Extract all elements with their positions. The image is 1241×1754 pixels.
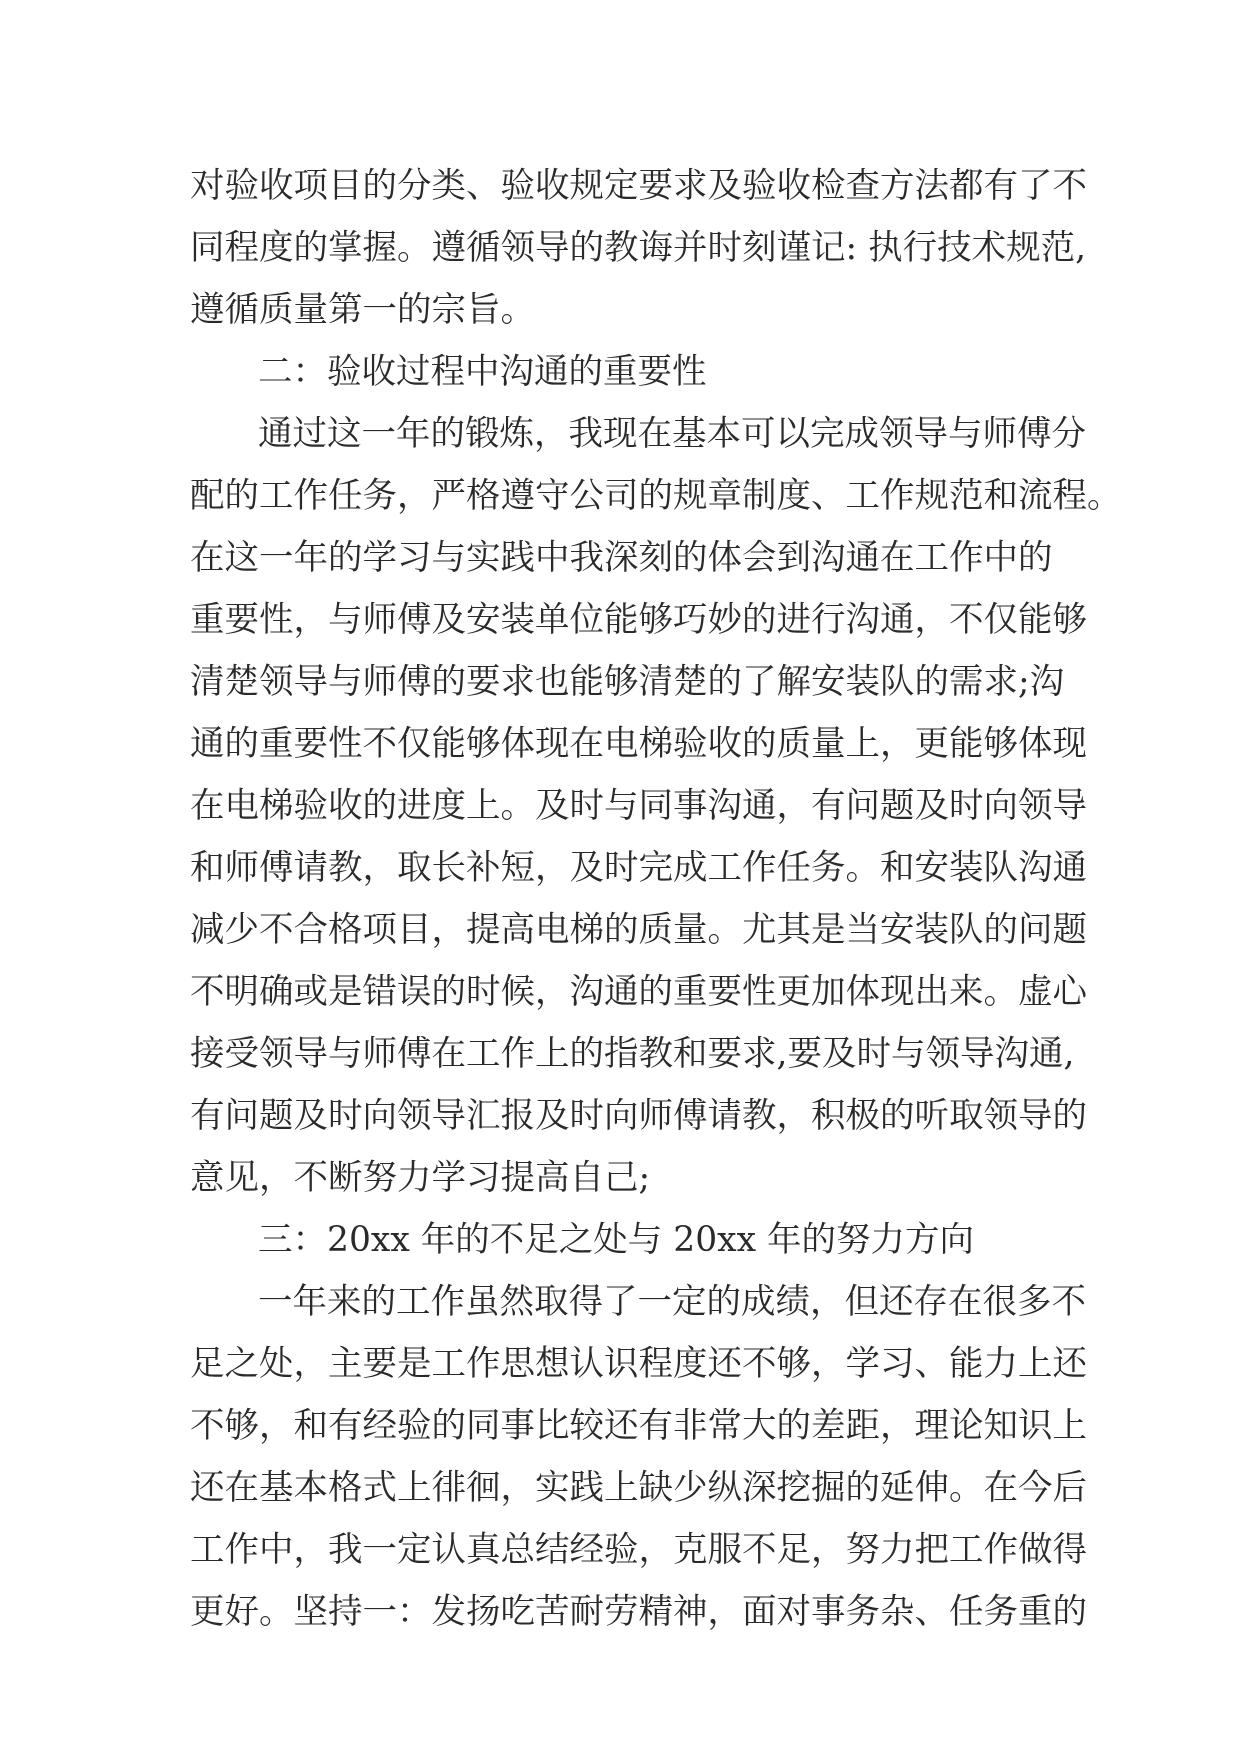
text-line: 意见，不断努力学习提高自己; [190,1158,651,1198]
text-line: 清楚领导与师傅的要求也能够清楚的了解安装队的需求;沟 [190,662,1065,702]
text-line: 配的工作任务，严格遵守公司的规章制度、工作规范和流程。 [190,476,1122,516]
section-heading: 三：20xx 年的不足之处与 20xx 年的努力方向 [258,1220,975,1260]
text-line: 和师傅请教，取长补短，及时完成工作任务。和安装队沟通 [190,848,1087,888]
text-line: 重要性，与师傅及安装单位能够巧妙的进行沟通，不仅能够 [190,600,1087,640]
text-line: 在这一年的学习与实践中我深刻的体会到沟通在工作中的 [190,538,1053,578]
text-line: 接受领导与师傅在工作上的指教和要求,要及时与领导沟通, [190,1034,1075,1074]
text-line: 还在基本格式上徘徊，实践上缺少纵深挖掘的延伸。在今后 [190,1468,1087,1508]
text-line: 不够，和有经验的同事比较还有非常大的差距，理论知识上 [190,1406,1087,1446]
text-line: 工作中，我一定认真总结经验，克服不足，努力把工作做得 [190,1530,1087,1570]
text-line: 一年来的工作虽然取得了一定的成绩，但还存在很多不 [258,1282,1086,1322]
text-line: 对验收项目的分类、验收规定要求及验收检查方法都有了不 [190,166,1087,206]
text-line: 有问题及时向领导汇报及时向师傅请教，积极的听取领导的 [190,1096,1087,1136]
text-line: 不明确或是错误的时候，沟通的重要性更加体现出来。虚心 [190,972,1087,1012]
text-line: 通过这一年的锻炼，我现在基本可以完成领导与师傅分 [258,414,1086,454]
text-line: 遵循质量第一的宗旨。 [190,290,535,330]
text-line: 同程度的掌握。遵循领导的教诲并时刻谨记: 执行技术规范, [190,228,1087,268]
text-line: 在电梯验收的进度上。及时与同事沟通，有问题及时向领导 [190,786,1087,826]
text-line: 通的重要性不仅能够体现在电梯验收的质量上，更能够体现 [190,724,1087,764]
section-heading: 二：验收过程中沟通的重要性 [258,352,707,392]
text-line: 更好。坚持一：发扬吃苦耐劳精神，面对事务杂、任务重的 [190,1592,1087,1632]
text-line: 足之处，主要是工作思想认识程度还不够，学习、能力上还 [190,1344,1087,1384]
text-line: 减少不合格项目，提高电梯的质量。尤其是当安装队的问题 [190,910,1087,950]
